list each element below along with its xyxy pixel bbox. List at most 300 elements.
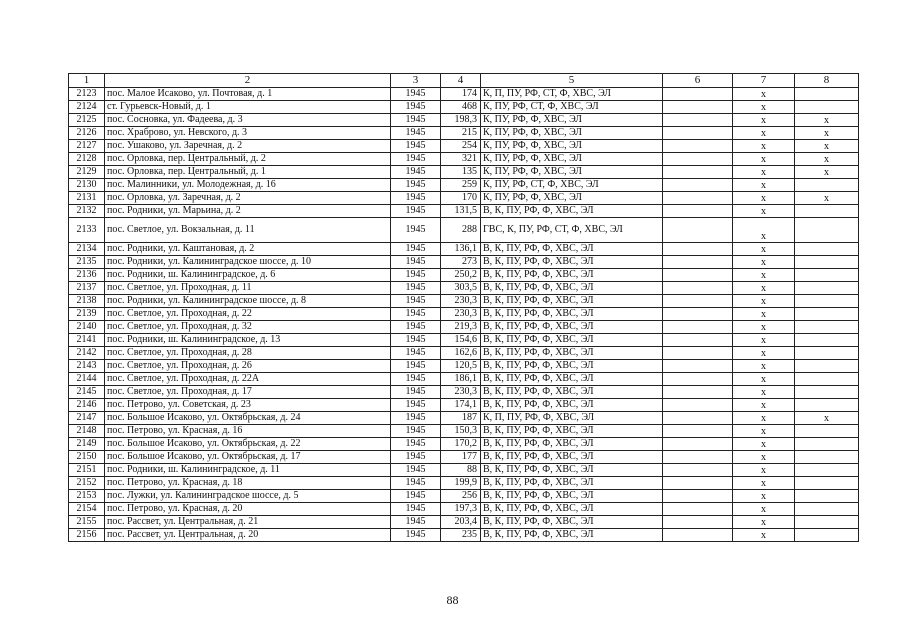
column-7-mark-cell: х [733, 477, 795, 490]
systems-cell: В, К, ПУ, РФ, Ф, ХВС, ЭЛ [481, 464, 663, 477]
registry-table [68, 73, 859, 542]
address-cell: пос. Малое Исаково, ул. Почтовая, д. 1 [105, 88, 391, 101]
area-cell: 303,5 [441, 282, 481, 295]
year-cell: 1945 [391, 282, 441, 295]
table-row [69, 153, 859, 166]
address-cell: пос. Орловка, пер. Центральный, д. 1 [105, 166, 391, 179]
row-number-cell: 2130 [69, 179, 105, 192]
column-7-mark-cell: х [733, 490, 795, 503]
row-number-cell: 2135 [69, 256, 105, 269]
address-cell: пос. Лужки, ул. Калининградское шоссе, д. 5 [105, 490, 391, 503]
column-7-mark-cell: х [733, 101, 795, 114]
systems-cell: К, ПУ, РФ, Ф, ХВС, ЭЛ [481, 114, 663, 127]
systems-cell: В, К, ПУ, РФ, Ф, ХВС, ЭЛ [481, 438, 663, 451]
column-8-mark-cell: х [795, 127, 859, 140]
table-row [69, 477, 859, 490]
column-8-mark-cell [795, 205, 859, 218]
column-6-cell [663, 334, 733, 347]
column-6-cell [663, 347, 733, 360]
area-cell: 288 [441, 218, 481, 243]
systems-cell: В, К, ПУ, РФ, Ф, ХВС, ЭЛ [481, 308, 663, 321]
table-row [69, 438, 859, 451]
address-cell: пос. Большое Исаково, ул. Октябрьская, д. 17 [105, 451, 391, 464]
column-6-cell [663, 438, 733, 451]
address-cell: пос. Светлое, ул. Проходная, д. 11 [105, 282, 391, 295]
column-7-mark-cell: х [733, 88, 795, 101]
year-cell: 1945 [391, 373, 441, 386]
address-cell: пос. Родники, ул. Калининградское шоссе, д. 8 [105, 295, 391, 308]
column-header: 5 [481, 74, 663, 88]
systems-cell: К, П, ПУ, РФ, Ф, ХВС, ЭЛ [481, 412, 663, 425]
row-number-cell: 2149 [69, 438, 105, 451]
address-cell: пос. Светлое, ул. Проходная, д. 22 [105, 308, 391, 321]
area-cell: 174 [441, 88, 481, 101]
year-cell: 1945 [391, 153, 441, 166]
header-row [69, 74, 859, 88]
column-6-cell [663, 360, 733, 373]
column-6-cell [663, 451, 733, 464]
column-6-cell [663, 516, 733, 529]
year-cell: 1945 [391, 490, 441, 503]
table-row [69, 166, 859, 179]
column-6-cell [663, 269, 733, 282]
column-header: 6 [663, 74, 733, 88]
column-7-mark-cell: х [733, 192, 795, 205]
row-number-cell: 2150 [69, 451, 105, 464]
column-6-cell [663, 295, 733, 308]
row-number-cell: 2137 [69, 282, 105, 295]
column-8-mark-cell [795, 386, 859, 399]
area-cell: 273 [441, 256, 481, 269]
area-cell: 170,2 [441, 438, 481, 451]
row-number-cell: 2141 [69, 334, 105, 347]
column-6-cell [663, 464, 733, 477]
systems-cell: В, К, ПУ, РФ, Ф, ХВС, ЭЛ [481, 490, 663, 503]
address-cell: пос. Родники, ш. Калининградское, д. 11 [105, 464, 391, 477]
column-7-mark-cell: х [733, 516, 795, 529]
address-cell: пос. Рассвет, ул. Центральная, д. 21 [105, 516, 391, 529]
address-cell: пос. Петрово, ул. Красная, д. 18 [105, 477, 391, 490]
table-row [69, 282, 859, 295]
table-row [69, 516, 859, 529]
column-7-mark-cell: х [733, 205, 795, 218]
area-cell: 230,3 [441, 308, 481, 321]
table-row [69, 334, 859, 347]
row-number-cell: 2139 [69, 308, 105, 321]
year-cell: 1945 [391, 166, 441, 179]
address-cell: пос. Ушаково, ул. Заречная, д. 2 [105, 140, 391, 153]
column-6-cell [663, 179, 733, 192]
row-number-cell: 2134 [69, 243, 105, 256]
year-cell: 1945 [391, 140, 441, 153]
table-row [69, 386, 859, 399]
area-cell: 198,3 [441, 114, 481, 127]
year-cell: 1945 [391, 114, 441, 127]
area-cell: 162,6 [441, 347, 481, 360]
page-number: 88 [446, 593, 459, 607]
table-row [69, 243, 859, 256]
column-8-mark-cell [795, 451, 859, 464]
systems-cell: В, К, ПУ, РФ, Ф, ХВС, ЭЛ [481, 321, 663, 334]
table-row [69, 295, 859, 308]
systems-cell: В, К, ПУ, РФ, Ф, ХВС, ЭЛ [481, 373, 663, 386]
address-cell: пос. Родники, ш. Калининградское, д. 13 [105, 334, 391, 347]
area-cell: 120,5 [441, 360, 481, 373]
area-cell: 254 [441, 140, 481, 153]
address-cell: пос. Петрово, ул. Красная, д. 16 [105, 425, 391, 438]
column-6-cell [663, 256, 733, 269]
column-8-mark-cell [795, 490, 859, 503]
systems-cell: В, К, ПУ, РФ, Ф, ХВС, ЭЛ [481, 516, 663, 529]
year-cell: 1945 [391, 503, 441, 516]
column-6-cell [663, 282, 733, 295]
column-8-mark-cell [795, 529, 859, 542]
column-7-mark-cell: х [733, 360, 795, 373]
systems-cell: В, К, ПУ, РФ, Ф, ХВС, ЭЛ [481, 282, 663, 295]
column-8-mark-cell [795, 360, 859, 373]
row-number-cell: 2155 [69, 516, 105, 529]
systems-cell: В, К, ПУ, РФ, Ф, ХВС, ЭЛ [481, 360, 663, 373]
area-cell: 88 [441, 464, 481, 477]
column-8-mark-cell [795, 295, 859, 308]
year-cell: 1945 [391, 295, 441, 308]
column-8-mark-cell [795, 101, 859, 114]
year-cell: 1945 [391, 451, 441, 464]
address-cell: пос. Светлое, ул. Проходная, д. 32 [105, 321, 391, 334]
area-cell: 215 [441, 127, 481, 140]
year-cell: 1945 [391, 256, 441, 269]
area-cell: 230,3 [441, 386, 481, 399]
table-row [69, 127, 859, 140]
table-row [69, 256, 859, 269]
table-row [69, 269, 859, 282]
systems-cell: В, К, ПУ, РФ, Ф, ХВС, ЭЛ [481, 205, 663, 218]
year-cell: 1945 [391, 347, 441, 360]
systems-cell: ГВС, К, ПУ, РФ, СТ, Ф, ХВС, ЭЛ [481, 218, 663, 243]
column-8-mark-cell [795, 88, 859, 101]
address-cell: пос. Петрово, ул. Красная, д. 20 [105, 503, 391, 516]
column-7-mark-cell: х [733, 386, 795, 399]
column-header: 4 [441, 74, 481, 88]
area-cell: 150,3 [441, 425, 481, 438]
column-7-mark-cell: х [733, 243, 795, 256]
column-6-cell [663, 399, 733, 412]
area-cell: 321 [441, 153, 481, 166]
year-cell: 1945 [391, 269, 441, 282]
column-7-mark-cell: х [733, 140, 795, 153]
area-cell: 174,1 [441, 399, 481, 412]
column-8-mark-cell [795, 347, 859, 360]
column-7-mark-cell: х [733, 179, 795, 192]
row-number-cell: 2123 [69, 88, 105, 101]
column-6-cell [663, 192, 733, 205]
year-cell: 1945 [391, 516, 441, 529]
year-cell: 1945 [391, 321, 441, 334]
column-8-mark-cell [795, 243, 859, 256]
column-8-mark-cell [795, 464, 859, 477]
column-7-mark-cell: х [733, 114, 795, 127]
column-7-mark-cell: х [733, 334, 795, 347]
column-header: 8 [795, 74, 859, 88]
address-cell: пос. Орловка, пер. Центральный, д. 2 [105, 153, 391, 166]
column-6-cell [663, 373, 733, 386]
address-cell: пос. Светлое, ул. Проходная, д. 28 [105, 347, 391, 360]
year-cell: 1945 [391, 334, 441, 347]
address-cell: пос. Большое Исаково, ул. Октябрьская, д. 24 [105, 412, 391, 425]
systems-cell: В, К, ПУ, РФ, Ф, ХВС, ЭЛ [481, 503, 663, 516]
year-cell: 1945 [391, 218, 441, 243]
systems-cell: К, ПУ, РФ, Ф, ХВС, ЭЛ [481, 140, 663, 153]
year-cell: 1945 [391, 412, 441, 425]
table-row [69, 425, 859, 438]
year-cell: 1945 [391, 399, 441, 412]
row-number-cell: 2132 [69, 205, 105, 218]
column-7-mark-cell: х [733, 373, 795, 386]
address-cell: пос. Сосновка, ул. Фадеева, д. 3 [105, 114, 391, 127]
table-row [69, 347, 859, 360]
address-cell: пос. Родники, ул. Марьина, д. 2 [105, 205, 391, 218]
column-6-cell [663, 386, 733, 399]
row-number-cell: 2143 [69, 360, 105, 373]
column-8-mark-cell [795, 503, 859, 516]
row-number-cell: 2140 [69, 321, 105, 334]
row-number-cell: 2136 [69, 269, 105, 282]
column-8-mark-cell: х [795, 166, 859, 179]
systems-cell: В, К, ПУ, РФ, Ф, ХВС, ЭЛ [481, 256, 663, 269]
row-number-cell: 2144 [69, 373, 105, 386]
column-7-mark-cell: х [733, 282, 795, 295]
table-row [69, 192, 859, 205]
year-cell: 1945 [391, 360, 441, 373]
year-cell: 1945 [391, 425, 441, 438]
column-6-cell [663, 153, 733, 166]
row-number-cell: 2133 [69, 218, 105, 243]
table-row [69, 308, 859, 321]
column-header: 3 [391, 74, 441, 88]
column-6-cell [663, 308, 733, 321]
systems-cell: К, ПУ, РФ, СТ, Ф, ХВС, ЭЛ [481, 179, 663, 192]
year-cell: 1945 [391, 529, 441, 542]
column-8-mark-cell [795, 218, 859, 243]
row-number-cell: 2125 [69, 114, 105, 127]
column-8-mark-cell [795, 256, 859, 269]
address-cell: пос. Родники, ул. Каштановая, д. 2 [105, 243, 391, 256]
table-row [69, 373, 859, 386]
column-7-mark-cell: х [733, 153, 795, 166]
area-cell: 136,1 [441, 243, 481, 256]
table-body [69, 88, 859, 542]
systems-cell: В, К, ПУ, РФ, Ф, ХВС, ЭЛ [481, 399, 663, 412]
systems-cell: В, К, ПУ, РФ, Ф, ХВС, ЭЛ [481, 269, 663, 282]
column-7-mark-cell: х [733, 308, 795, 321]
address-cell: пос. Светлое, ул. Проходная, д. 22А [105, 373, 391, 386]
column-8-mark-cell [795, 308, 859, 321]
column-7-mark-cell: х [733, 347, 795, 360]
area-cell: 235 [441, 529, 481, 542]
column-header: 1 [69, 74, 105, 88]
column-8-mark-cell: х [795, 153, 859, 166]
column-6-cell [663, 321, 733, 334]
column-7-mark-cell: х [733, 451, 795, 464]
area-cell: 177 [441, 451, 481, 464]
year-cell: 1945 [391, 101, 441, 114]
column-6-cell [663, 101, 733, 114]
column-6-cell [663, 412, 733, 425]
column-6-cell [663, 114, 733, 127]
systems-cell: В, К, ПУ, РФ, Ф, ХВС, ЭЛ [481, 451, 663, 464]
column-8-mark-cell [795, 282, 859, 295]
row-number-cell: 2142 [69, 347, 105, 360]
column-8-mark-cell [795, 399, 859, 412]
row-number-cell: 2138 [69, 295, 105, 308]
row-number-cell: 2124 [69, 101, 105, 114]
year-cell: 1945 [391, 464, 441, 477]
column-8-mark-cell: х [795, 192, 859, 205]
column-8-mark-cell: х [795, 140, 859, 153]
column-7-mark-cell: х [733, 529, 795, 542]
row-number-cell: 2128 [69, 153, 105, 166]
address-cell: пос. Родники, ш. Калининградское, д. 6 [105, 269, 391, 282]
column-8-mark-cell [795, 438, 859, 451]
address-cell: ст. Гурьевск-Новый, д. 1 [105, 101, 391, 114]
systems-cell: К, ПУ, РФ, Ф, ХВС, ЭЛ [481, 153, 663, 166]
systems-cell: В, К, ПУ, РФ, Ф, ХВС, ЭЛ [481, 529, 663, 542]
column-8-mark-cell [795, 269, 859, 282]
table-row [69, 412, 859, 425]
address-cell: пос. Петрово, ул. Советская, д. 23 [105, 399, 391, 412]
year-cell: 1945 [391, 438, 441, 451]
column-6-cell [663, 243, 733, 256]
systems-cell: К, ПУ, РФ, СТ, Ф, ХВС, ЭЛ [481, 101, 663, 114]
column-6-cell [663, 490, 733, 503]
systems-cell: В, К, ПУ, РФ, Ф, ХВС, ЭЛ [481, 295, 663, 308]
table-row [69, 529, 859, 542]
row-number-cell: 2127 [69, 140, 105, 153]
column-8-mark-cell: х [795, 412, 859, 425]
area-cell: 199,9 [441, 477, 481, 490]
column-6-cell [663, 503, 733, 516]
column-7-mark-cell: х [733, 127, 795, 140]
row-number-cell: 2129 [69, 166, 105, 179]
column-6-cell [663, 166, 733, 179]
row-number-cell: 2147 [69, 412, 105, 425]
table-row [69, 503, 859, 516]
column-7-mark-cell: х [733, 269, 795, 282]
table-row [69, 179, 859, 192]
column-7-mark-cell: х [733, 503, 795, 516]
column-7-mark-cell: х [733, 464, 795, 477]
systems-cell: В, К, ПУ, РФ, Ф, ХВС, ЭЛ [481, 334, 663, 347]
area-cell: 256 [441, 490, 481, 503]
year-cell: 1945 [391, 127, 441, 140]
address-cell: пос. Рассвет, ул. Центральная, д. 20 [105, 529, 391, 542]
column-7-mark-cell: х [733, 412, 795, 425]
year-cell: 1945 [391, 477, 441, 490]
year-cell: 1945 [391, 205, 441, 218]
table-row [69, 140, 859, 153]
area-cell: 170 [441, 192, 481, 205]
area-cell: 230,3 [441, 295, 481, 308]
systems-cell: К, П, ПУ, РФ, СТ, Ф, ХВС, ЭЛ [481, 88, 663, 101]
column-8-mark-cell [795, 334, 859, 347]
area-cell: 186,1 [441, 373, 481, 386]
column-8-mark-cell [795, 373, 859, 386]
area-cell: 187 [441, 412, 481, 425]
year-cell: 1945 [391, 179, 441, 192]
column-6-cell [663, 425, 733, 438]
row-number-cell: 2131 [69, 192, 105, 205]
address-cell: пос. Светлое, ул. Вокзальная, д. 11 [105, 218, 391, 243]
row-number-cell: 2154 [69, 503, 105, 516]
column-7-mark-cell: х [733, 438, 795, 451]
address-cell: пос. Светлое, ул. Проходная, д. 26 [105, 360, 391, 373]
address-cell: пос. Малинники, ул. Молодежная, д. 16 [105, 179, 391, 192]
area-cell: 259 [441, 179, 481, 192]
systems-cell: К, ПУ, РФ, Ф, ХВС, ЭЛ [481, 127, 663, 140]
column-8-mark-cell [795, 321, 859, 334]
row-number-cell: 2145 [69, 386, 105, 399]
address-cell: пос. Орловка, ул. Заречная, д. 2 [105, 192, 391, 205]
table-row [69, 218, 859, 243]
table-row [69, 490, 859, 503]
table-row [69, 451, 859, 464]
systems-cell: В, К, ПУ, РФ, Ф, ХВС, ЭЛ [481, 425, 663, 438]
area-cell: 250,2 [441, 269, 481, 282]
systems-cell: К, ПУ, РФ, Ф, ХВС, ЭЛ [481, 192, 663, 205]
column-7-mark-cell: х [733, 399, 795, 412]
column-header: 7 [733, 74, 795, 88]
row-number-cell: 2126 [69, 127, 105, 140]
address-cell: пос. Светлое, ул. Проходная, д. 17 [105, 386, 391, 399]
systems-cell: В, К, ПУ, РФ, Ф, ХВС, ЭЛ [481, 386, 663, 399]
area-cell: 468 [441, 101, 481, 114]
systems-cell: В, К, ПУ, РФ, Ф, ХВС, ЭЛ [481, 243, 663, 256]
column-8-mark-cell [795, 516, 859, 529]
area-cell: 197,3 [441, 503, 481, 516]
column-6-cell [663, 88, 733, 101]
table-row [69, 464, 859, 477]
column-6-cell [663, 477, 733, 490]
table-row [69, 399, 859, 412]
table-row [69, 321, 859, 334]
address-cell: пос. Большое Исаково, ул. Октябрьская, д. 22 [105, 438, 391, 451]
year-cell: 1945 [391, 88, 441, 101]
column-8-mark-cell [795, 179, 859, 192]
table-row [69, 205, 859, 218]
column-7-mark-cell: х [733, 295, 795, 308]
table-row [69, 360, 859, 373]
column-7-mark-cell: х [733, 425, 795, 438]
year-cell: 1945 [391, 192, 441, 205]
column-8-mark-cell [795, 425, 859, 438]
column-8-mark-cell: х [795, 114, 859, 127]
column-7-mark-cell: х [733, 321, 795, 334]
area-cell: 203,4 [441, 516, 481, 529]
table-row [69, 101, 859, 114]
column-header: 2 [105, 74, 391, 88]
row-number-cell: 2156 [69, 529, 105, 542]
table-row [69, 88, 859, 101]
area-cell: 135 [441, 166, 481, 179]
systems-cell: К, ПУ, РФ, Ф, ХВС, ЭЛ [481, 166, 663, 179]
systems-cell: В, К, ПУ, РФ, Ф, ХВС, ЭЛ [481, 477, 663, 490]
row-number-cell: 2153 [69, 490, 105, 503]
address-cell: пос. Храброво, ул. Невского, д. 3 [105, 127, 391, 140]
column-7-mark-cell: х [733, 218, 795, 243]
column-7-mark-cell: х [733, 256, 795, 269]
systems-cell: В, К, ПУ, РФ, Ф, ХВС, ЭЛ [481, 347, 663, 360]
address-cell: пос. Родники, ул. Калининградское шоссе, д. 10 [105, 256, 391, 269]
